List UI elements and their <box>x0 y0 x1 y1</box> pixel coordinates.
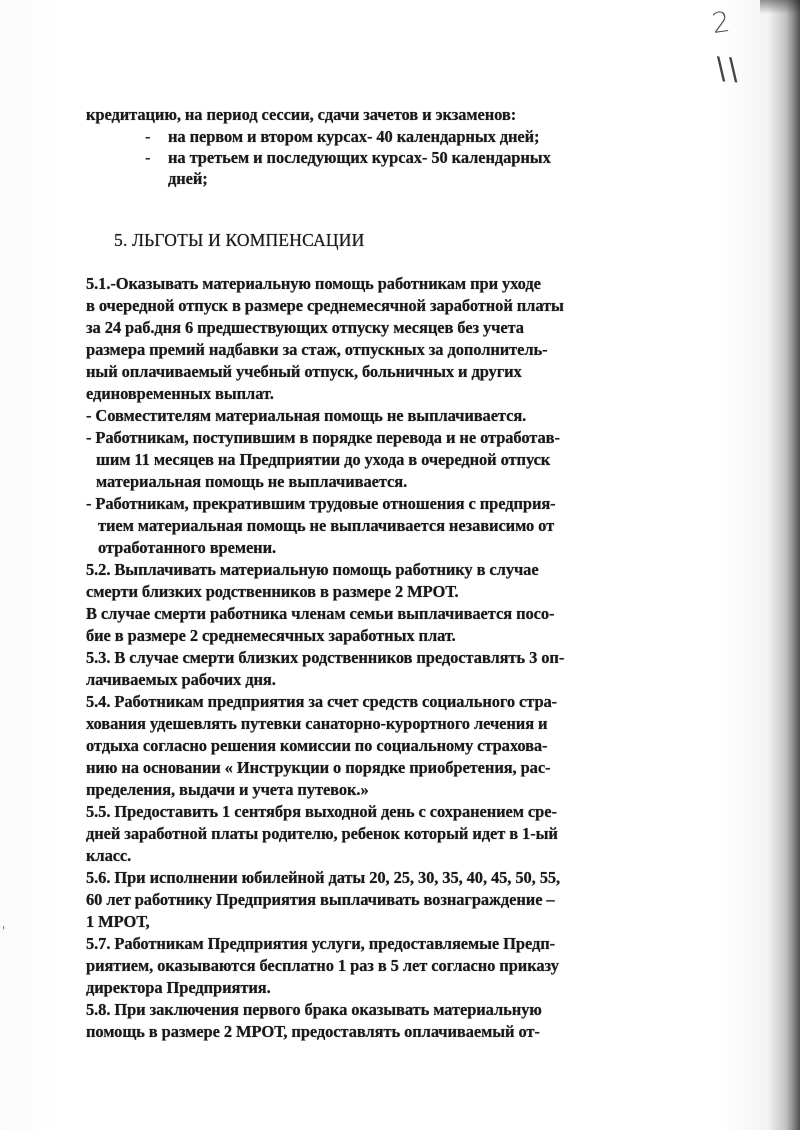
body-line: 60 лет работнику Предприятия выплачивать вознаграждение – <box>86 890 555 909</box>
body-line: дней заработной платы родителю, ребенок который идет в 1-ый <box>86 824 558 843</box>
body-line: 1 МРОТ, <box>86 912 150 931</box>
bullet-item: на третьем и последующих курсах- 50 календарных <box>168 148 551 167</box>
body-line: - Работникам, поступившим в порядке перевода и не отработав- <box>86 428 560 447</box>
body-line: размера премий надбавки за стаж, отпускных за дополнитель- <box>86 340 548 359</box>
bullet-dash: - <box>145 148 151 167</box>
stray-scan-mark: ' <box>2 924 6 938</box>
body-line: пределения, выдачи и учета путевок.» <box>86 780 369 799</box>
body-line: 5.7. Работникам Предприятия услуги, предоставляемые Предп- <box>86 934 556 953</box>
body-line: - Работникам, прекратившим трудовые отношения с предприя- <box>86 494 556 513</box>
body-line: директора Предприятия. <box>86 978 271 997</box>
body-line: хования удешевлять путевки санаторно-курортного лечения и <box>86 714 548 733</box>
body-line: нию на основании « Инструкции о порядке приобретения, рас- <box>86 758 551 777</box>
body-line: класс. <box>86 846 132 865</box>
body-line: помощь в размере 2 МРОТ, предоставлять оплачиваемый от- <box>86 1022 540 1041</box>
scan-shadow-edge <box>786 0 800 1130</box>
body-line: отработанного времени. <box>98 538 277 557</box>
bullet-item-continuation: дней; <box>168 169 208 188</box>
body-line: 5.4. Работникам предприятия за счет средств социального стра- <box>86 692 558 711</box>
intro-line: кредитацию, на период сессии, сдачи зачетов и экзаменов: <box>86 105 517 124</box>
body-line: 5.3. В случае смерти близких родственников предоставлять 3 оп- <box>86 648 565 667</box>
body-line: 5.2. Выплачивать материальную помощь работнику в случае <box>86 560 539 579</box>
body-line: 5.1.-Оказывать материальную помощь работникам при уходе <box>86 274 541 293</box>
body-line: отдыха согласно решения комиссии по социальному страхова- <box>86 736 548 755</box>
body-line: смерти близких родственников в размере 2 МРОТ. <box>86 582 459 601</box>
scan-shadow-corner <box>760 0 800 14</box>
body-line: 5.8. При заключения первого брака оказывать материальную <box>86 1000 542 1019</box>
bullet-item: на первом и втором курсах- 40 календарных дней; <box>168 127 540 146</box>
body-line: 5.6. При исполнении юбилейной даты 20, 25, 30, 35, 40, 45, 50, 55, <box>86 868 561 887</box>
body-line: лачиваемых рабочих дня. <box>86 670 276 689</box>
body-line: бие в размере 2 среднемесячных заработных плат. <box>86 626 456 645</box>
handwritten-page-number: 2 <box>709 4 733 41</box>
body-line: 5.5. Предоставить 1 сентября выходной день с сохранением сре- <box>86 802 557 821</box>
body-line: риятием, оказываются бесплатно 1 раз в 5 лет согласно приказу <box>86 956 559 975</box>
body-line: - Совместителям материальная помощь не выплачивается. <box>86 406 527 425</box>
body-line: за 24 раб.дня 6 предшествующих отпуску месяцев без учета <box>86 318 524 337</box>
section-heading: 5. ЛЬГОТЫ И КОМПЕНСАЦИИ <box>114 230 365 250</box>
body-line: В случае смерти работника членам семьи выплачивается посо- <box>86 604 555 623</box>
body-line: шим 11 месяцев на Предприятии до ухода в очередной отпуск <box>96 450 551 469</box>
body-line: материальная помощь не выплачивается. <box>96 472 408 491</box>
handwritten-mark: \\ <box>714 51 742 88</box>
body-line: единовременных выплат. <box>86 384 274 403</box>
body-line: в очередной отпуск в размере среднемесячной заработной платы <box>86 296 564 315</box>
body-line: ный оплачиваемый учебный отпуск, больничных и других <box>86 362 522 381</box>
bullet-dash: - <box>145 127 151 146</box>
body-line: тием материальная помощь не выплачивается независимо от <box>98 516 555 535</box>
